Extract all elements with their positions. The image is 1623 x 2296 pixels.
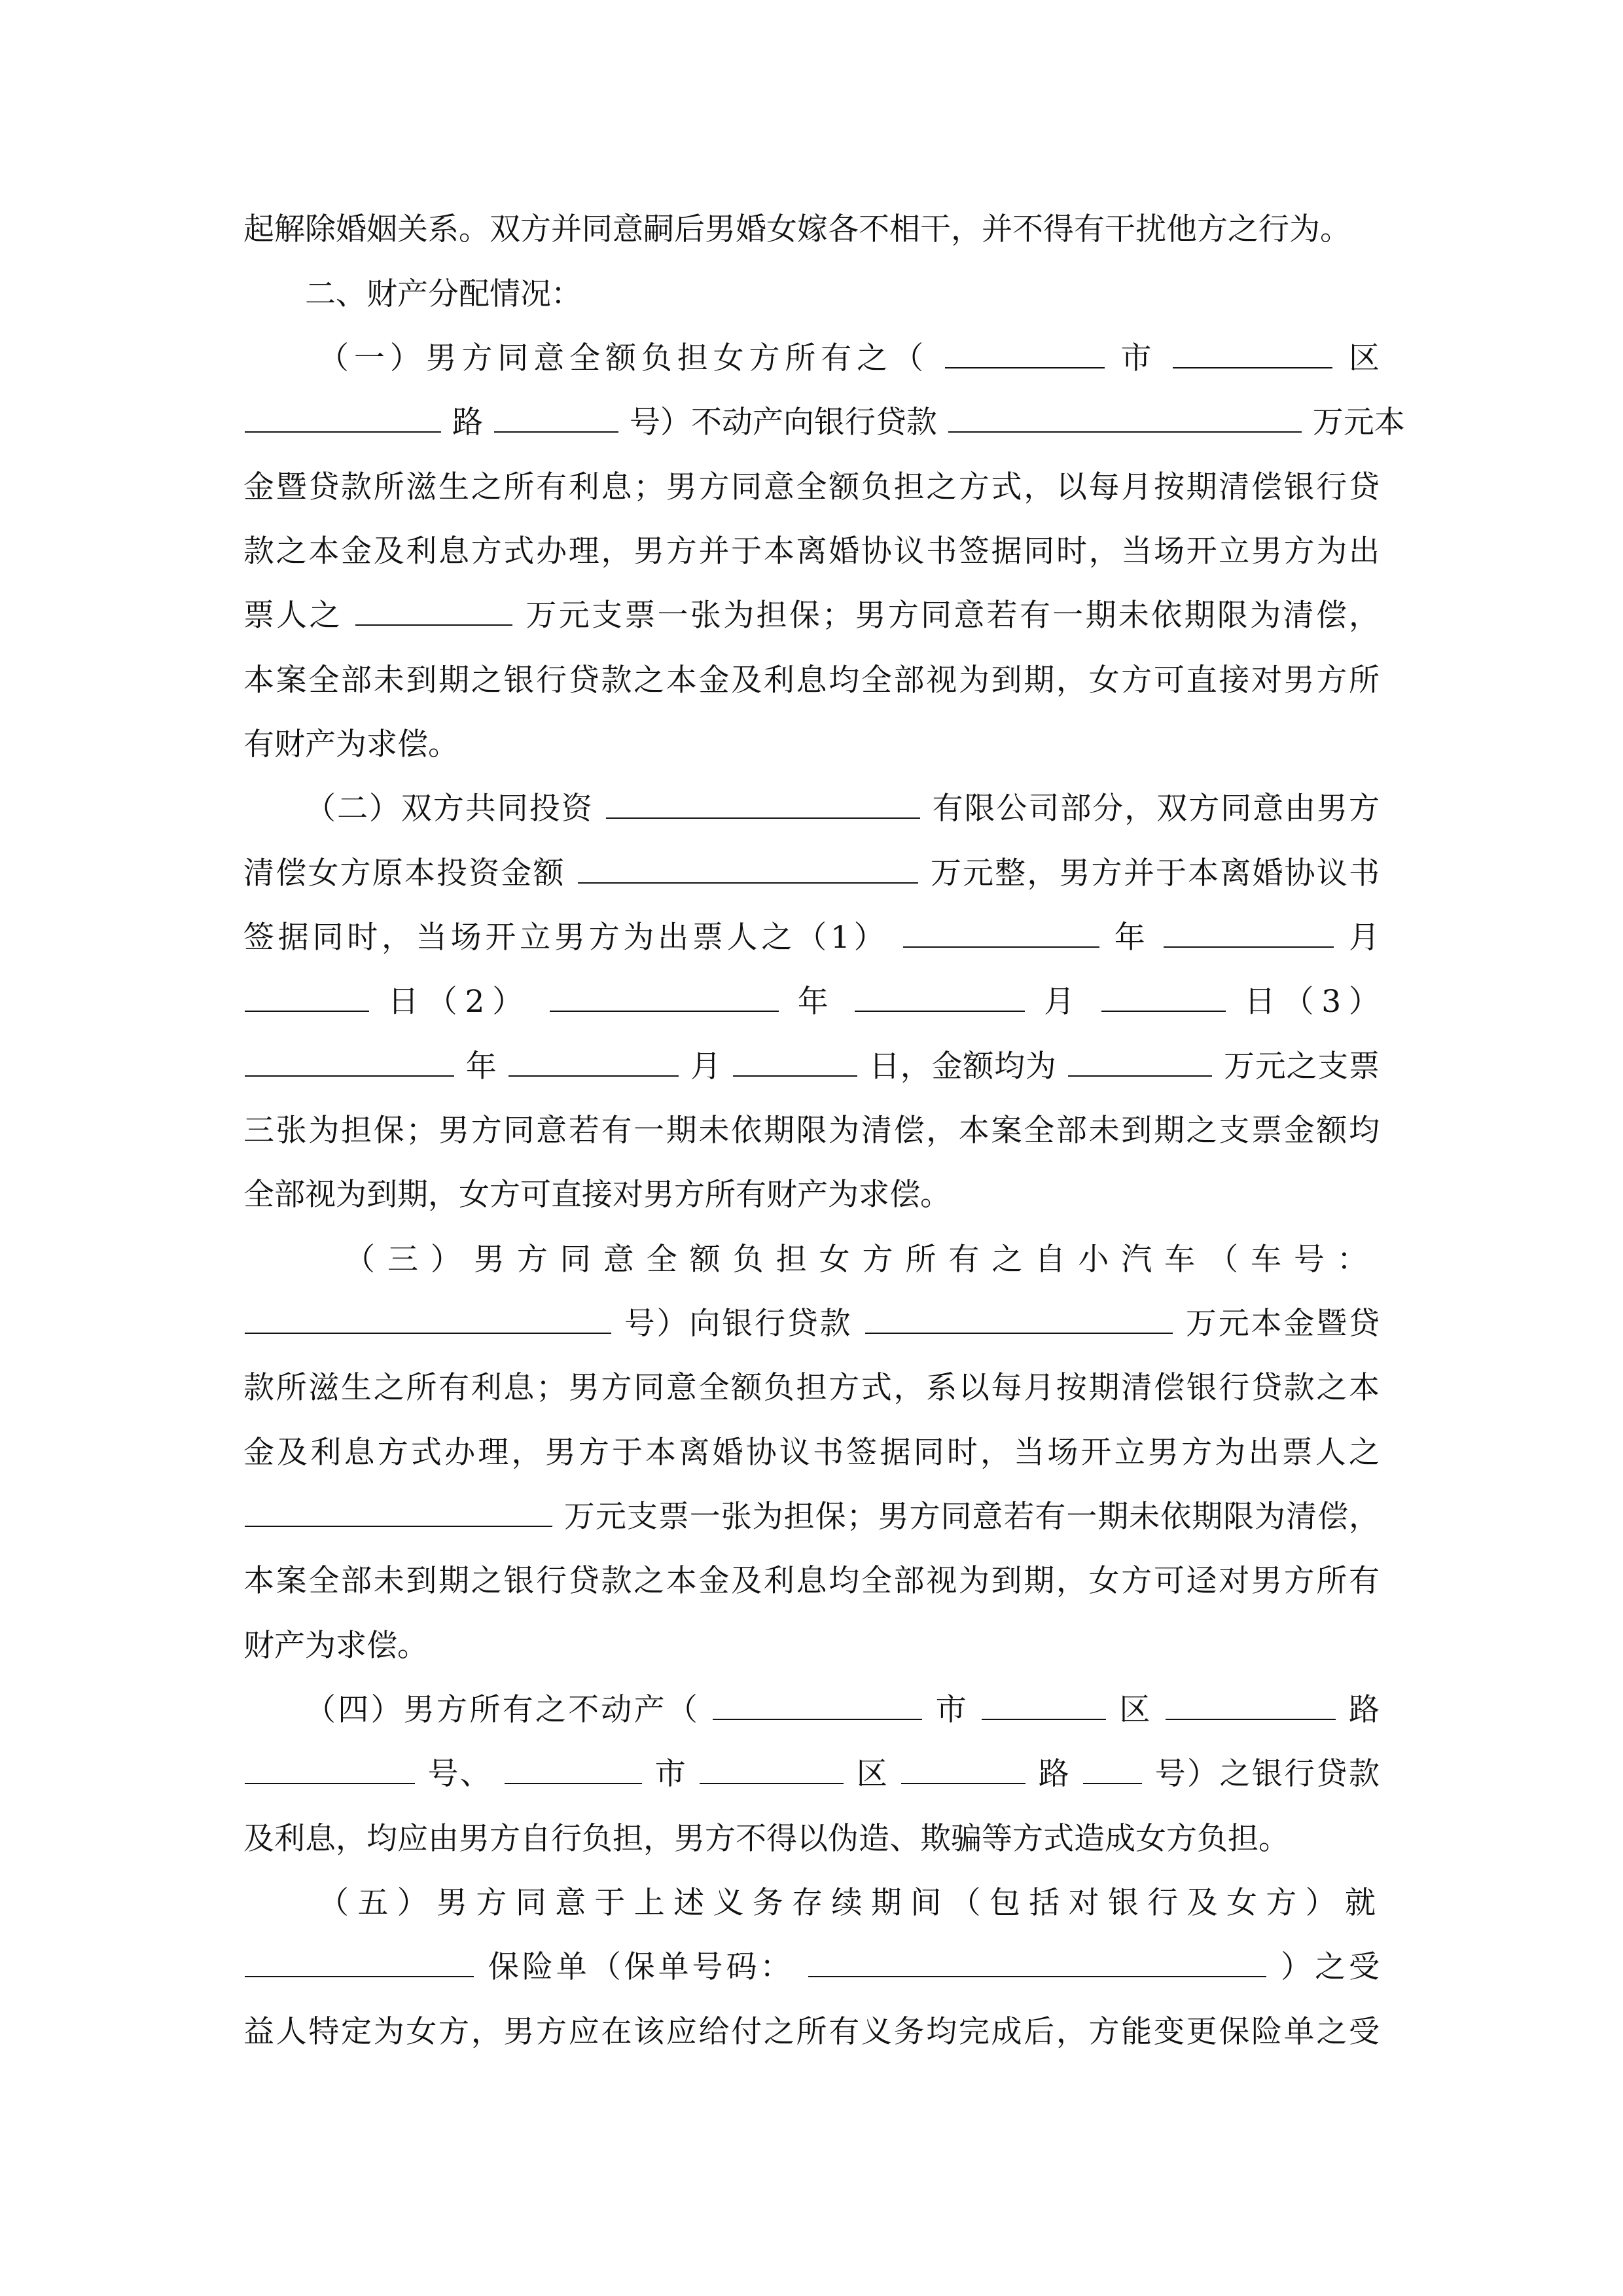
clause-1-line: （一）男方同意全额负担女方所有之（ 市 区 [318, 327, 1380, 391]
blank-field [865, 1293, 1173, 1334]
text-line: 全部视为到期，女方可直接对男方所有财产为求偿。 [243, 1177, 951, 1213]
text-line: 款所滋生之所有利息；男方同意全额负担方式，系以每月按期清偿银行贷款之本 [243, 1370, 1380, 1406]
text-line: 款之本金及利息方式办理，男方并于本离婚协议书签据同时，当场开立男方为出 [243, 533, 1380, 569]
clause-3-line: （三）男方同意全额负担女方所有之自小汽车（车号： [344, 1242, 1380, 1278]
blank-field [606, 778, 920, 819]
blank-field [808, 1937, 1266, 1977]
blank-field [494, 392, 618, 433]
blank-field [855, 971, 1025, 1012]
blank-field [245, 1937, 474, 1977]
text-line: 三张为担保；男方同意若有一期未依期限为清偿，本案全部未到期之支票金额均 [243, 1113, 1380, 1149]
blank-field [245, 1293, 611, 1334]
clause-3-line: 万元支票一张为担保；男方同意若有一期未依期限为清偿， [243, 1485, 1380, 1549]
section-heading: 二、财产分配情况： [305, 276, 582, 312]
blank-field [245, 392, 441, 433]
blank-field [355, 585, 512, 626]
clause-2-line: 签据同时，当场开立男方为出票人之（1） 年 月 [243, 906, 1380, 970]
text-line: 益人特定为女方，男方应在该应给付之所有义务均完成后，方能变更保险单之受 [243, 2014, 1380, 2050]
blank-field [578, 843, 918, 884]
clause-2-line: 日（2） 年 月 日（3） [243, 970, 1380, 1034]
blank-field [550, 971, 779, 1012]
blank-field [1166, 1679, 1336, 1720]
text-line: 财产为求偿。 [243, 1628, 428, 1664]
text-line: 本案全部未到期之银行贷款之本金及利息均全部视为到期，女方可直接对男方所 [243, 662, 1380, 698]
text-line: 及利息，均应由男方自行负担，男方不得以伪造、欺骗等方式造成女方负担。 [243, 1821, 1289, 1857]
blank-field [700, 1744, 844, 1784]
clause-4-line: （四）男方所有之不动产（ 市 区 路 [305, 1678, 1380, 1742]
blank-field [1164, 907, 1334, 948]
blank-field [733, 1036, 857, 1077]
blank-field [903, 907, 1099, 948]
blank-field [901, 1744, 1026, 1784]
text-line: 金及利息方式办理，男方于本离婚协议书签据同时，当场开立男方为出票人之 [243, 1435, 1380, 1471]
text-line: 起解除婚姻关系。双方并同意嗣后男婚女嫁各不相干，并不得有干扰他方之行为。 [243, 211, 1351, 247]
blank-field [948, 392, 1302, 433]
text-line: 本案全部未到期之银行贷款之本金及利息均全部视为到期，女方可迳对男方所有 [243, 1563, 1380, 1599]
blank-field [245, 1036, 454, 1077]
blank-field [245, 1486, 552, 1527]
clause-2-line: 年 月 日，金额均为 万元之支票 [243, 1035, 1380, 1099]
clause-4-line: 号、 市 区 路 号）之银行贷款 [243, 1742, 1380, 1806]
blank-field [508, 1036, 679, 1077]
text-line: 票人之 万元支票一张为担保；男方同意若有一期未依期限为清偿， [243, 584, 1380, 648]
blank-field [713, 1679, 922, 1720]
clause-5-line: 保险单（保单号码： ）之受 [243, 1935, 1380, 2000]
blank-field [505, 1744, 642, 1784]
blank-field [245, 971, 369, 1012]
blank-field [945, 328, 1105, 368]
clause-2-line: （二）双方共同投资 有限公司部分，双方同意由男方 [305, 777, 1380, 841]
clause-3-line: 号）向银行贷款 万元本金暨贷 [243, 1292, 1380, 1356]
blank-field [1083, 1744, 1142, 1784]
clause-1-line: 路 号）不动产向银行贷款 万元本 [243, 391, 1380, 455]
blank-field [1173, 328, 1332, 368]
blank-field [982, 1679, 1106, 1720]
clause-5-line: （五）男方同意于上述义务存续期间（包括对银行及女方）就 [318, 1885, 1380, 1921]
text-line: 有财产为求偿。 [243, 726, 459, 762]
blank-field [245, 1744, 415, 1784]
blank-field [1068, 1036, 1212, 1077]
clause-2-line: 清偿女方原本投资金额 万元整，男方并于本离婚协议书 [243, 842, 1380, 906]
text-line: 金暨贷款所滋生之所有利息；男方同意全额负担之方式，以每月按期清偿银行贷 [243, 469, 1380, 505]
blank-field [1101, 971, 1226, 1012]
